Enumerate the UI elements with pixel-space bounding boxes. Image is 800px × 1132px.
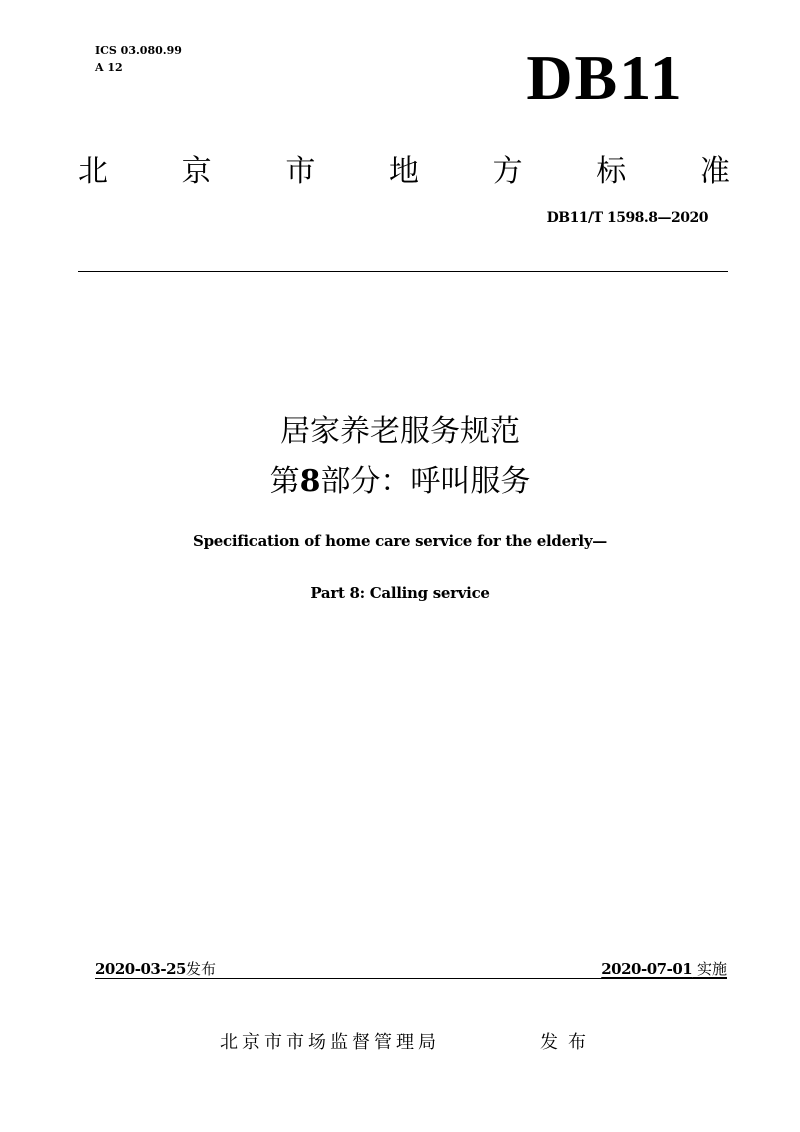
date-divider — [95, 978, 727, 979]
implement-date: 2020-07-01 — [601, 960, 693, 978]
standard-type-char: 准 — [699, 154, 730, 189]
issuing-action: 发布 — [540, 1032, 596, 1053]
ccs-code: A 12 — [95, 61, 123, 74]
english-title-line-2: Part 8: Calling service — [310, 584, 490, 602]
ics-code: ICS 03.080.99 — [95, 44, 182, 57]
implement-label: 实施 — [696, 960, 727, 978]
standard-type-char: 标 — [596, 154, 627, 189]
title-part-suffix: 部分：呼叫服务 — [320, 464, 531, 499]
standard-type-char: 市 — [285, 154, 316, 189]
standard-type-char: 地 — [388, 154, 419, 189]
issuing-authority: 北京市市场监督管理局 — [220, 1032, 440, 1053]
chinese-title-line-1: 居家养老服务规范 — [280, 414, 520, 449]
release-date: 2020-03-25 — [95, 960, 186, 978]
chinese-title-line-2 — [0, 462, 800, 502]
release-date-group — [95, 958, 216, 980]
standard-type-char: 京 — [181, 154, 212, 189]
english-title-line-1: Specification of home care service for the elderly— — [193, 532, 607, 550]
title-part-number: 8 — [299, 464, 321, 499]
standard-type-char: 北 — [78, 154, 108, 189]
release-label: 发布 — [185, 960, 216, 978]
title-part-prefix: 第 — [269, 464, 300, 499]
header-divider — [78, 271, 728, 272]
standard-type-char: 方 — [492, 154, 523, 189]
classification-codes — [95, 42, 182, 76]
db-standard-mark: DB11 — [526, 42, 684, 113]
standard-type-title — [78, 152, 730, 192]
standard-number: DB11/T 1598.8—2020 — [546, 210, 708, 226]
implement-date-group — [601, 958, 727, 980]
date-row — [95, 958, 727, 980]
